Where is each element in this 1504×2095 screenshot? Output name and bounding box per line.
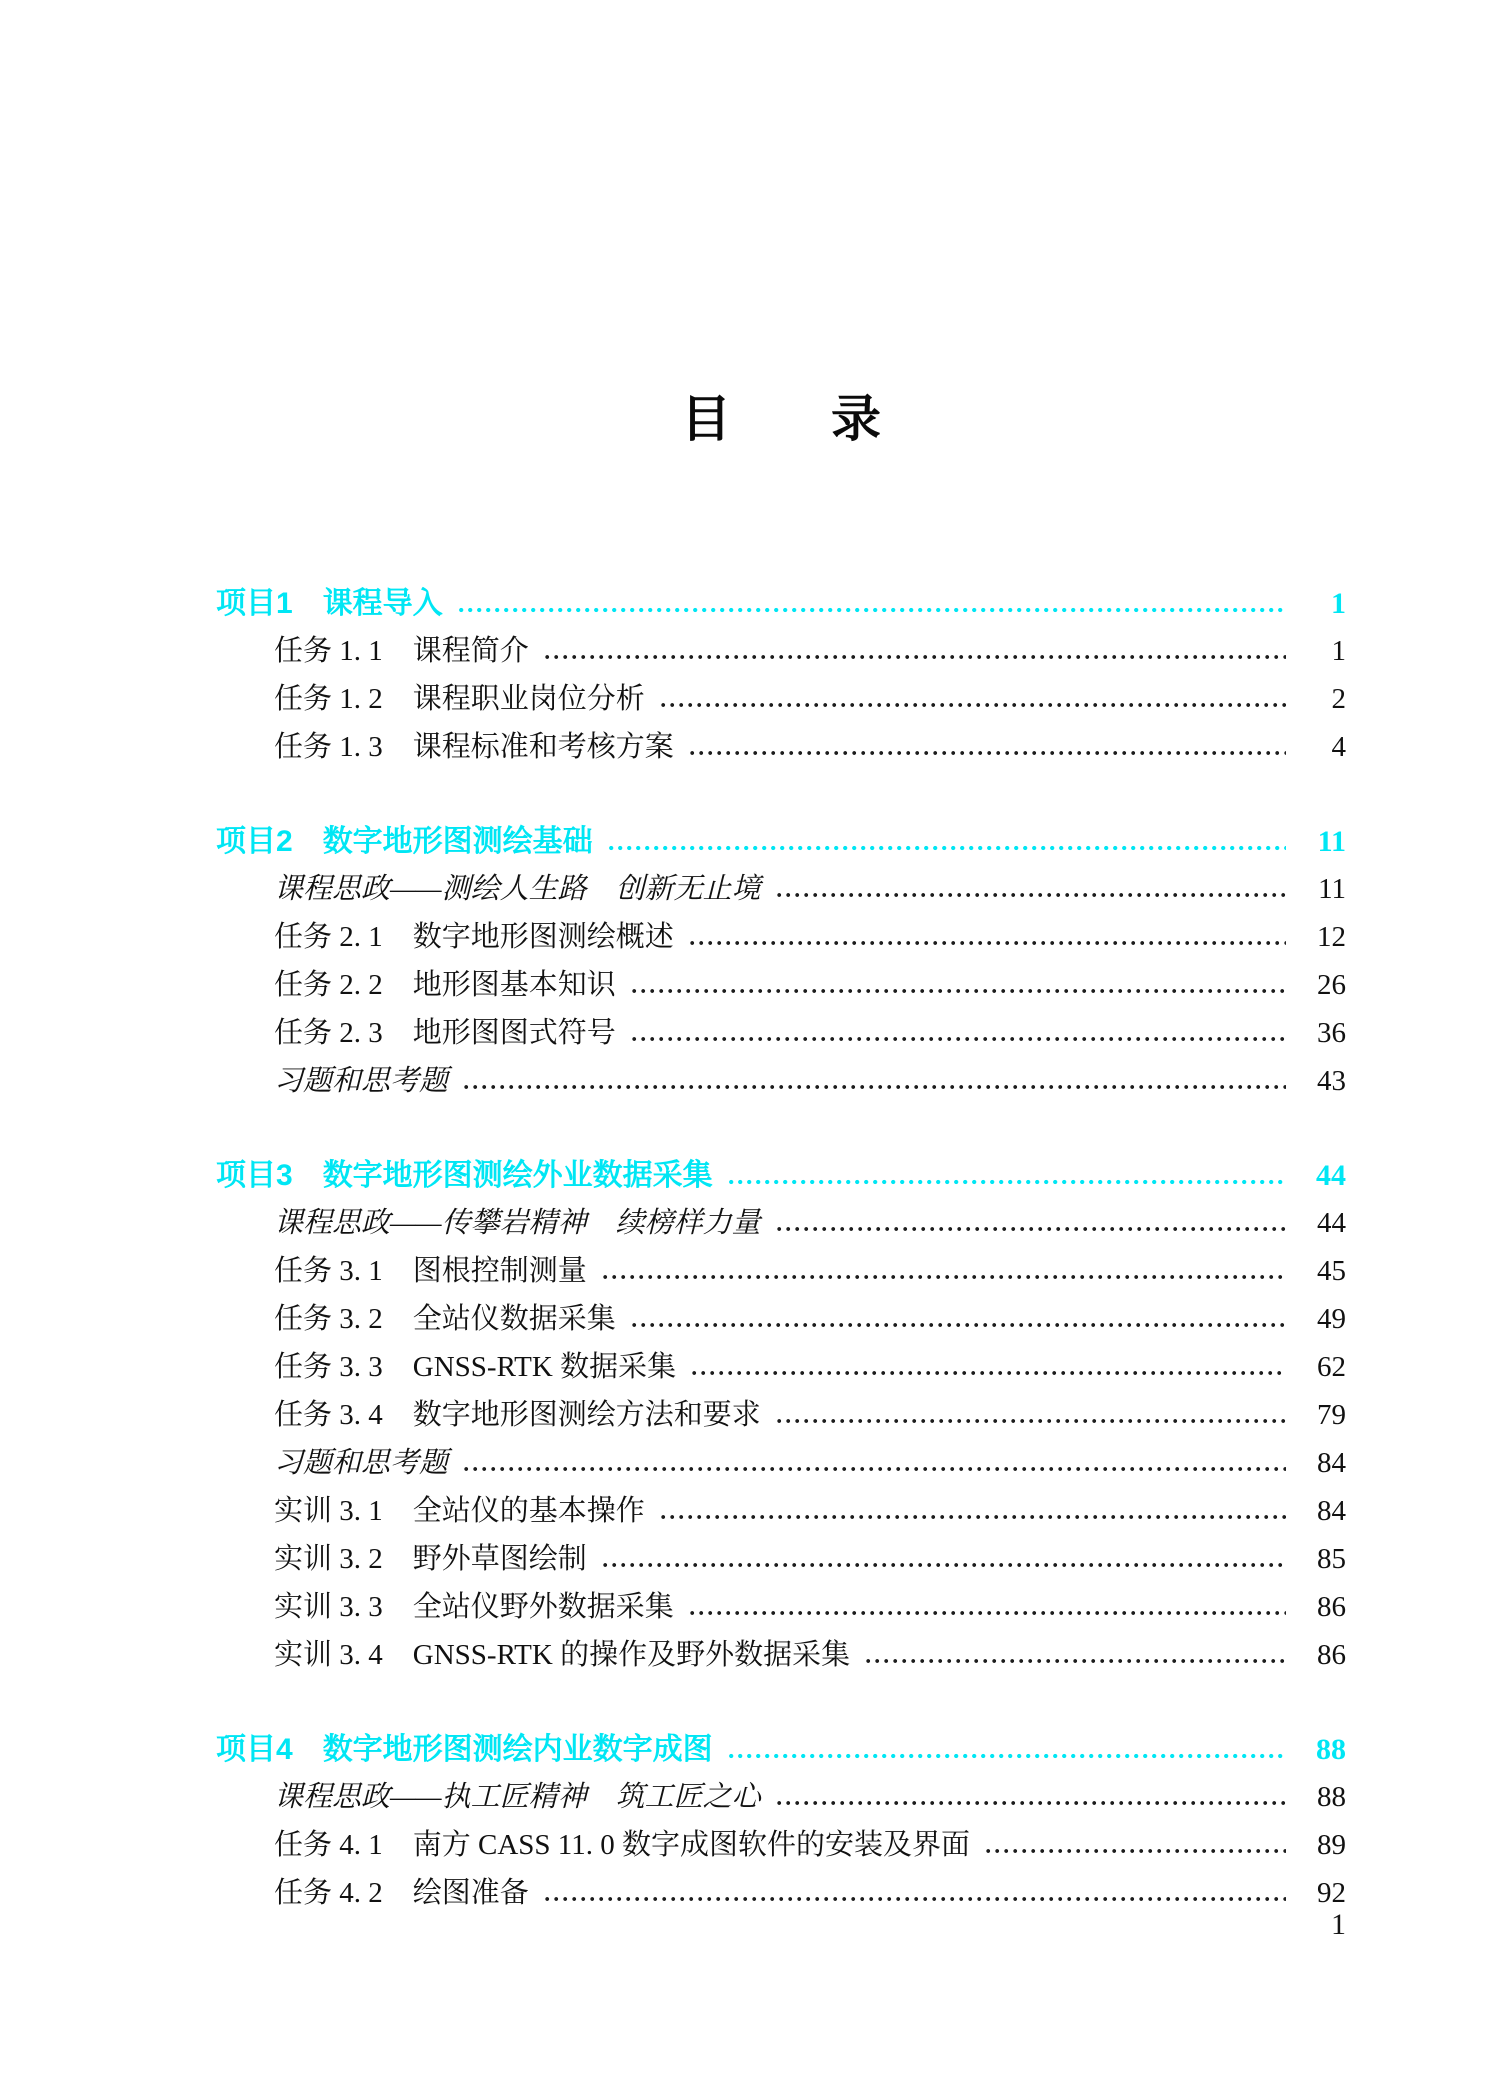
entry-page-number: 44 — [1317, 1207, 1346, 1239]
page-title: 目 录 — [681, 391, 881, 447]
chapter-title: 数字地形图测绘内业数字成图 — [322, 1733, 713, 1766]
dotted-leader — [632, 988, 1286, 994]
dotted-leader — [661, 702, 1286, 708]
entry-page-number: 84 — [1317, 1447, 1346, 1479]
entry-title: 全站仪的基本操作 — [412, 1495, 645, 1527]
dotted-leader — [729, 1753, 1286, 1759]
chapter-label: 项目1 — [216, 587, 293, 620]
entry-title: 全站仪野外数据采集 — [412, 1591, 674, 1623]
entry-label: 实训 3. 3 — [274, 1591, 383, 1623]
chapter-label: 项目4 — [216, 1733, 293, 1766]
entry-page-number: 12 — [1317, 921, 1346, 953]
chapter-page-number: 44 — [1316, 1159, 1346, 1192]
entry-page-number: 1 — [1331, 635, 1346, 667]
dotted-leader — [632, 1036, 1286, 1042]
chapter-heading-row — [216, 1724, 1346, 1774]
chapter-page-number: 1 — [1331, 587, 1346, 620]
chapter-title: 课程导入 — [322, 587, 443, 620]
entry-page-number: 88 — [1317, 1781, 1346, 1813]
entry-label: 任务 3. 1 — [274, 1255, 383, 1287]
entry-title: 课程标准和考核方案 — [412, 731, 674, 763]
dotted-leader — [603, 1274, 1286, 1280]
entry-label: 任务 2. 3 — [274, 1017, 383, 1049]
entry-label: 任务 1. 3 — [274, 731, 383, 763]
entry-page-number: 79 — [1317, 1399, 1346, 1431]
chapter-heading-row — [216, 816, 1346, 866]
entry-label: 任务 4. 1 — [274, 1829, 383, 1861]
dotted-leader — [986, 1848, 1286, 1854]
dotted-leader — [729, 1179, 1286, 1185]
entry-title: 南方 CASS 11. 0 数字成图软件的安装及界面 — [412, 1829, 970, 1861]
entry-page-number: 92 — [1317, 1877, 1346, 1909]
entry-label: 任务 3. 2 — [274, 1303, 383, 1335]
entry-label: 任务 1. 2 — [274, 683, 383, 715]
toc-entry-row — [216, 1536, 1346, 1584]
toc-section — [216, 578, 1346, 772]
entry-page-number: 85 — [1317, 1543, 1346, 1575]
dotted-leader — [866, 1658, 1286, 1664]
toc-entry-row — [216, 676, 1346, 724]
entry-page-number: 86 — [1317, 1591, 1346, 1623]
entry-title: 课程思政——测绘人生路 创新无止境 — [274, 873, 761, 905]
chapter-title: 数字地形图测绘基础 — [322, 825, 593, 858]
toc-entry-row — [216, 1344, 1346, 1392]
dotted-leader — [777, 1800, 1286, 1806]
toc-entry-row — [216, 1058, 1346, 1106]
entry-title: 野外草图绘制 — [412, 1543, 587, 1575]
entry-title: GNSS-RTK 的操作及野外数据采集 — [412, 1639, 851, 1671]
toc-entry-row — [216, 628, 1346, 676]
toc-entry-row — [216, 724, 1346, 772]
entry-label: 任务 2. 1 — [274, 921, 383, 953]
entry-title: GNSS-RTK 数据采集 — [412, 1351, 677, 1383]
chapter-label: 项目2 — [216, 825, 293, 858]
entry-title: 数字地形图测绘方法和要求 — [412, 1399, 761, 1431]
dotted-leader — [464, 1466, 1286, 1472]
dotted-leader — [459, 607, 1286, 613]
entry-title: 课程思政——执工匠精神 筑工匠之心 — [274, 1781, 761, 1813]
dotted-leader — [603, 1562, 1286, 1568]
dotted-leader — [545, 654, 1286, 660]
entry-page-number: 4 — [1331, 731, 1346, 763]
toc-entry-row — [216, 1248, 1346, 1296]
entry-title: 课程职业岗位分析 — [412, 683, 645, 715]
entry-label: 任务 2. 2 — [274, 969, 383, 1001]
entry-label: 任务 3. 3 — [274, 1351, 383, 1383]
entry-label: 实训 3. 4 — [274, 1639, 383, 1671]
toc-entry-row — [216, 1440, 1346, 1488]
entry-page-number: 84 — [1317, 1495, 1346, 1527]
entry-page-number: 2 — [1331, 683, 1346, 715]
entry-page-number: 36 — [1317, 1017, 1346, 1049]
entry-title: 地形图基本知识 — [412, 969, 616, 1001]
dotted-leader — [690, 1610, 1286, 1616]
chapter-heading-row — [216, 578, 1346, 628]
entry-label: 任务 1. 1 — [274, 635, 383, 667]
toc-section — [216, 1150, 1346, 1680]
dotted-leader — [777, 1418, 1286, 1424]
entry-page-number: 26 — [1317, 969, 1346, 1001]
dotted-leader — [690, 750, 1286, 756]
entry-label: 实训 3. 2 — [274, 1543, 383, 1575]
entry-page-number: 49 — [1317, 1303, 1346, 1335]
toc-entry-row — [216, 1200, 1346, 1248]
toc-section — [216, 1724, 1346, 1918]
entry-title: 课程思政——传攀岩精神 续榜样力量 — [274, 1207, 761, 1239]
entry-label: 任务 3. 4 — [274, 1399, 383, 1431]
toc-entry-row — [216, 1010, 1346, 1058]
toc-entry-row — [216, 914, 1346, 962]
entry-title: 数字地形图测绘概述 — [412, 921, 674, 953]
toc-content — [216, 388, 1346, 1918]
entry-title: 绘图准备 — [412, 1877, 529, 1909]
dotted-leader — [632, 1322, 1286, 1328]
dotted-leader — [690, 940, 1286, 946]
toc-entry-row — [216, 1296, 1346, 1344]
entry-title: 课程简介 — [412, 635, 529, 667]
dotted-leader — [777, 1226, 1286, 1232]
entry-title: 地形图图式符号 — [412, 1017, 616, 1049]
toc-entry-row — [216, 1774, 1346, 1822]
entry-label: 任务 4. 2 — [274, 1877, 383, 1909]
dotted-leader — [609, 845, 1286, 851]
toc-entry-row — [216, 1488, 1346, 1536]
entry-page-number: 11 — [1318, 873, 1346, 905]
footer-page-number: 1 — [1331, 1908, 1346, 1941]
toc-section — [216, 816, 1346, 1106]
dotted-leader — [545, 1896, 1286, 1902]
toc-entry-row — [216, 1822, 1346, 1870]
entry-title: 习题和思考题 — [274, 1447, 449, 1479]
entry-title: 习题和思考题 — [274, 1065, 449, 1097]
entry-title: 图根控制测量 — [412, 1255, 587, 1287]
toc-entry-row — [216, 866, 1346, 914]
chapter-title: 数字地形图测绘外业数据采集 — [322, 1159, 713, 1192]
entry-page-number: 86 — [1317, 1639, 1346, 1671]
entry-page-number: 62 — [1317, 1351, 1346, 1383]
toc-entry-row — [216, 1632, 1346, 1680]
dotted-leader — [464, 1084, 1286, 1090]
dotted-leader — [692, 1370, 1286, 1376]
chapter-page-number: 11 — [1317, 825, 1346, 858]
entry-page-number: 89 — [1317, 1829, 1346, 1861]
chapter-label: 项目3 — [216, 1159, 293, 1192]
entry-title: 全站仪数据采集 — [412, 1303, 616, 1335]
dotted-leader — [777, 892, 1286, 898]
toc-entry-row — [216, 962, 1346, 1010]
toc-list — [216, 578, 1346, 1918]
chapter-heading-row — [216, 1150, 1346, 1200]
dotted-leader — [661, 1514, 1286, 1520]
entry-label: 实训 3. 1 — [274, 1495, 383, 1527]
entry-page-number: 45 — [1317, 1255, 1346, 1287]
toc-entry-row — [216, 1392, 1346, 1440]
chapter-page-number: 88 — [1316, 1733, 1346, 1766]
entry-page-number: 43 — [1317, 1065, 1346, 1097]
toc-entry-row — [216, 1584, 1346, 1632]
